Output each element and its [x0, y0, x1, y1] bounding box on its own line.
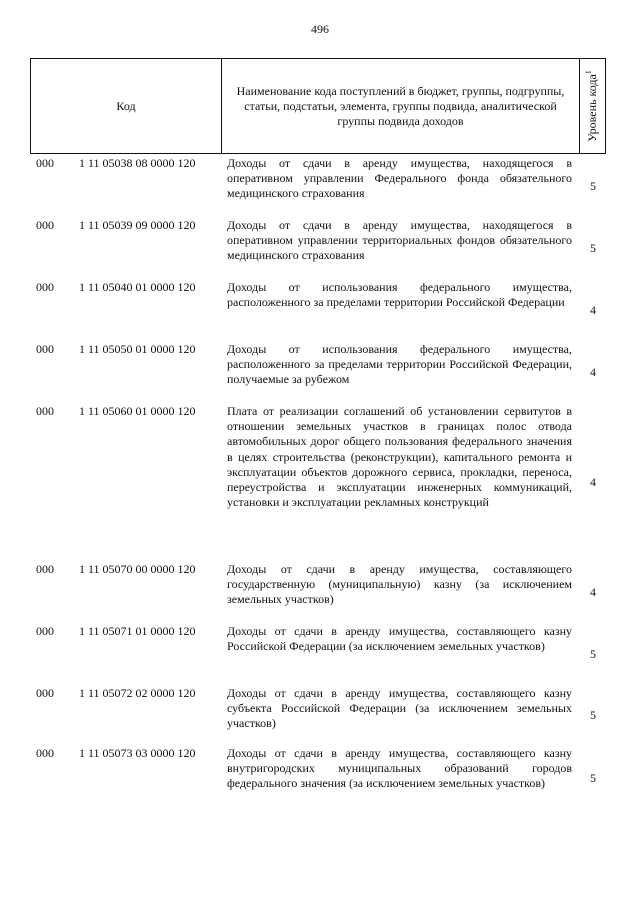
row-name: Доходы от сдачи в аренду имущества, составляющего казну Российской Федерации (за исключением земельных участков) — [227, 624, 572, 654]
row-admin-code: 000 — [36, 404, 54, 418]
header-level-footnote: 1 — [584, 70, 593, 75]
table-row — [30, 218, 606, 280]
row-name: Доходы от использования федерального имущества, расположенного за пределами территории Российской Федерации — [227, 280, 572, 310]
row-name: Доходы от сдачи в аренду имущества, составляющего казну внутригородских муниципальных образований городов федерального значения (за исключением земельных участков) — [227, 746, 572, 791]
row-admin-code: 000 — [36, 686, 54, 700]
row-level: 5 — [590, 708, 596, 723]
header-code: Код — [31, 59, 222, 153]
row-code: 1 11 05039 09 0000 120 — [79, 218, 196, 232]
row-code: 1 11 05073 03 0000 120 — [79, 746, 196, 760]
row-name: Доходы от сдачи в аренду имущества, составляющего государственную (муниципальную) казну (за исключением земельных участков) — [227, 562, 572, 607]
row-level: 5 — [590, 647, 596, 662]
row-admin-code: 000 — [36, 746, 54, 760]
table-row — [30, 280, 606, 342]
row-admin-code: 000 — [36, 218, 54, 232]
table-row — [30, 342, 606, 404]
row-level: 4 — [590, 585, 596, 600]
page-number: 496 — [311, 22, 329, 36]
row-level: 4 — [590, 475, 596, 490]
table-row — [30, 624, 606, 686]
header-level-text: Уровень кода — [585, 74, 599, 142]
row-level: 4 — [590, 303, 596, 318]
row-name: Доходы от сдачи в аренду имущества, находящегося в оперативном управлении территориальных фондов обязательного медицинского страхования — [227, 218, 572, 263]
row-level: 4 — [590, 365, 596, 380]
row-code: 1 11 05038 08 0000 120 — [79, 156, 196, 170]
header-name: Наименование кода поступлений в бюджет, группы, подгруппы, статьи, подстатьи, элемента, группы подвида, аналитической группы подвида доходов — [222, 59, 580, 153]
row-level: 5 — [590, 771, 596, 786]
table-row — [30, 156, 606, 218]
row-code: 1 11 05040 01 0000 120 — [79, 280, 196, 294]
row-code: 1 11 05071 01 0000 120 — [79, 624, 196, 638]
table-row — [30, 562, 606, 624]
table-row — [30, 686, 606, 746]
row-name: Плата от реализации соглашений об установлении сервитутов в отношении земельных участков в границах полос отвода автомобильных дорог общего пользования федерального значения в целях строительства (реконструкции), капитального ремонта и эксплуатации объектов дорожного сервиса, прокладки, переноса, переустройства и эксплуатации инженерных коммуникаций, установки и эксплуатации рекламных конструкций — [227, 404, 572, 510]
row-code: 1 11 05050 01 0000 120 — [79, 342, 196, 356]
row-admin-code: 000 — [36, 280, 54, 294]
row-level: 5 — [590, 179, 596, 194]
row-name: Доходы от сдачи в аренду имущества, составляющего казну субъекта Российской Федерации (за исключением земельных участков) — [227, 686, 572, 731]
table-body — [30, 156, 606, 812]
row-admin-code: 000 — [36, 624, 54, 638]
row-code: 1 11 05070 00 0000 120 — [79, 562, 196, 576]
row-admin-code: 000 — [36, 562, 54, 576]
row-name: Доходы от использования федерального имущества, расположенного за пределами территории Российской Федерации, получаемые за рубежом — [227, 342, 572, 387]
row-code: 1 11 05072 02 0000 120 — [79, 686, 196, 700]
table-header — [30, 58, 606, 154]
row-admin-code: 000 — [36, 342, 54, 356]
row-admin-code: 000 — [36, 156, 54, 170]
row-level: 5 — [590, 241, 596, 256]
header-level — [580, 59, 605, 153]
table-row — [30, 746, 606, 812]
header-level-label — [584, 70, 600, 142]
row-code: 1 11 05060 01 0000 120 — [79, 404, 196, 418]
row-name: Доходы от сдачи в аренду имущества, находящегося в оперативном управлении Федерального фонда обязательного медицинского страхования — [227, 156, 572, 201]
table-row — [30, 404, 606, 562]
